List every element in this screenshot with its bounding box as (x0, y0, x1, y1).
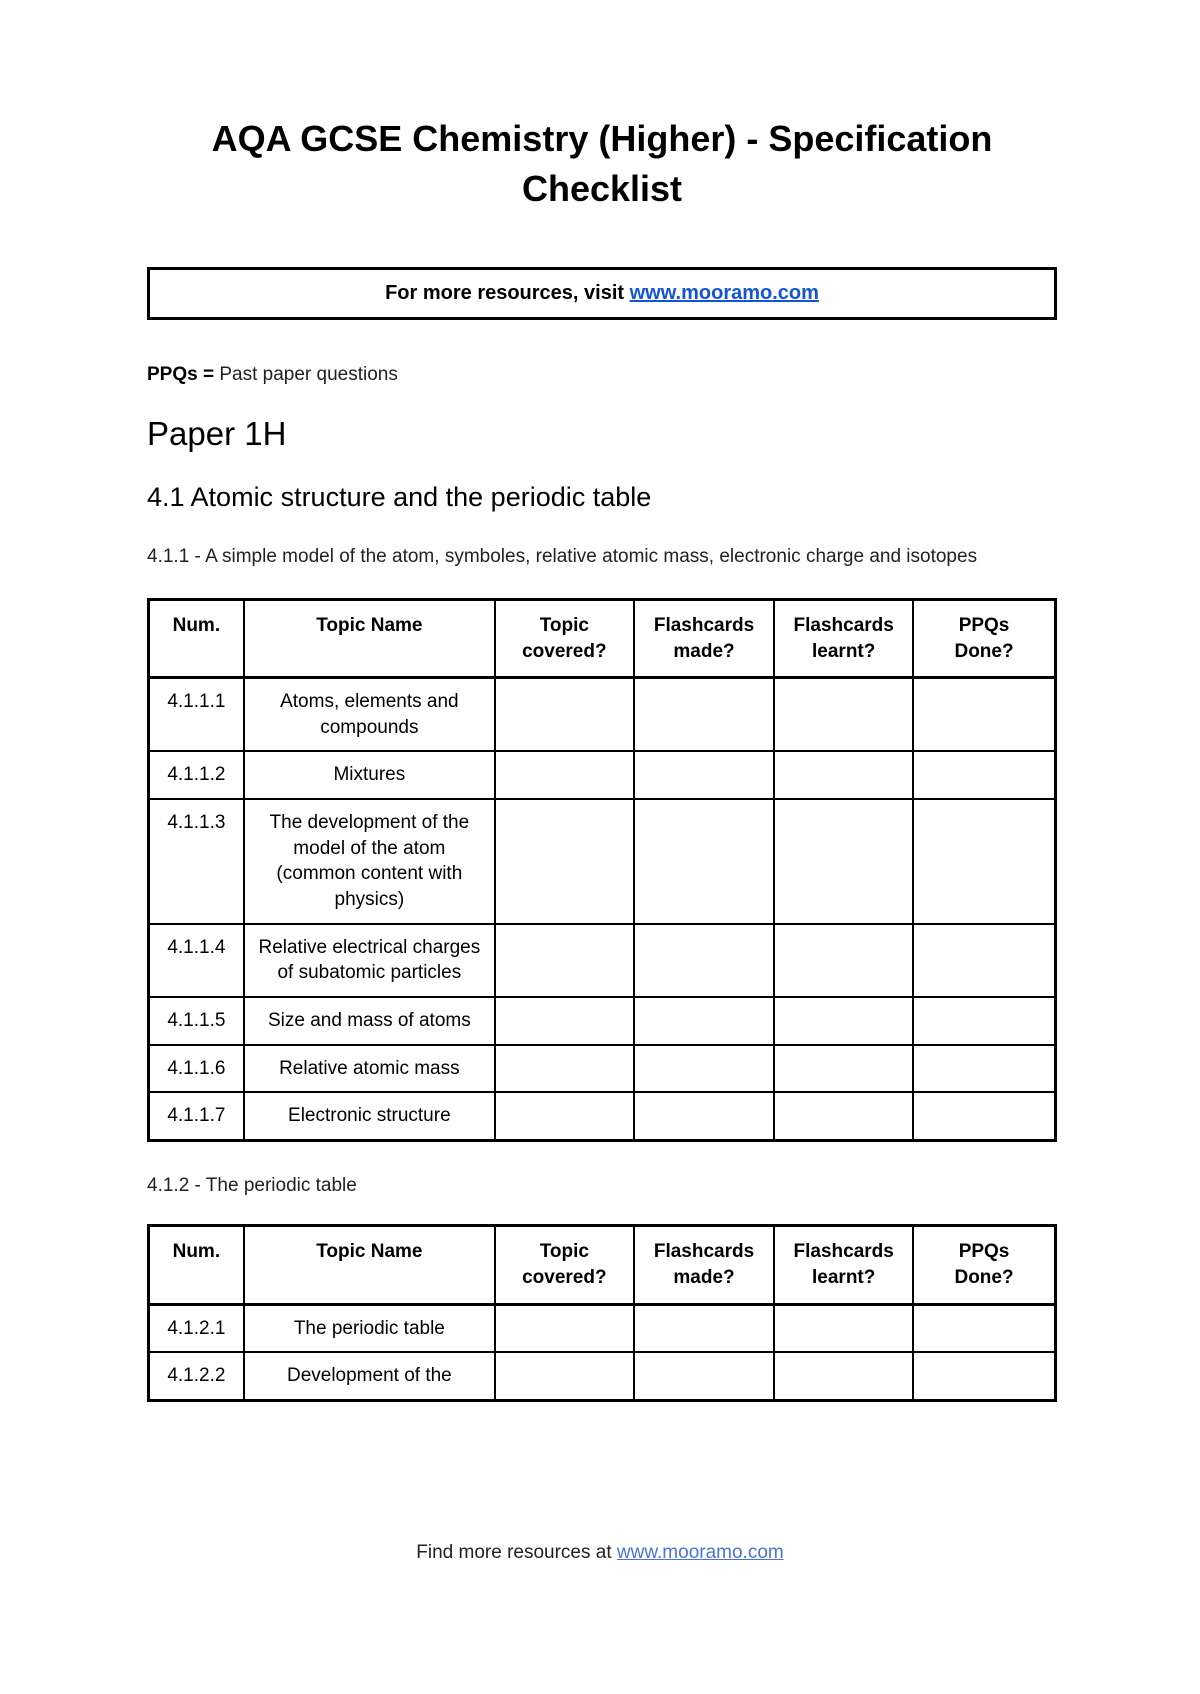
table-row (149, 1304, 1056, 1352)
table-header-cell: Topic Name (244, 1226, 495, 1304)
footer-text: Find more resources at (416, 1542, 617, 1563)
checkbox-cell (913, 1045, 1055, 1093)
checkbox-cell (634, 1352, 775, 1400)
footer (0, 1542, 1200, 1564)
checkbox-cell (774, 1045, 913, 1093)
checkbox-cell (774, 678, 913, 752)
page-title: AQA GCSE Chemistry (Higher) - Specification Checklist (211, 118, 993, 210)
checkbox-cell (913, 1304, 1055, 1352)
checkbox-cell (774, 799, 913, 924)
resources-link[interactable]: www.mooramo.com (629, 281, 819, 304)
topic-cell: Mixtures (244, 751, 495, 799)
checkbox-cell (774, 1092, 913, 1140)
num-cell: 4.1.1.5 (149, 997, 244, 1045)
table-header-cell: Topic covered? (495, 1226, 634, 1304)
num-cell: 4.1.2.1 (149, 1304, 244, 1352)
table-header-cell: PPQs Done? (913, 1226, 1055, 1304)
checkbox-cell (495, 1304, 634, 1352)
table-header-cell: Flashcards made? (634, 1226, 775, 1304)
checkbox-cell (913, 678, 1055, 752)
checkbox-cell (634, 1092, 775, 1140)
checkbox-cell (774, 1352, 913, 1400)
checkbox-cell (774, 997, 913, 1045)
table-row (149, 678, 1056, 752)
checkbox-cell (495, 799, 634, 924)
table-header-cell: PPQs Done? (913, 599, 1055, 677)
num-cell: 4.1.1.2 (149, 751, 244, 799)
topic-cell: Relative atomic mass (244, 1045, 495, 1093)
num-cell: 4.1.1.3 (149, 799, 244, 924)
topic-cell: Electronic structure (244, 1092, 495, 1140)
checkbox-cell (913, 799, 1055, 924)
table-header-cell: Topic covered? (495, 599, 634, 677)
checkbox-cell (634, 997, 775, 1045)
num-cell: 4.1.2.2 (149, 1352, 244, 1400)
table-header-row (149, 1226, 1056, 1304)
checkbox-cell (913, 1352, 1055, 1400)
table-header-cell: Num. (149, 1226, 244, 1304)
ppqs-definition (147, 364, 1057, 386)
checkbox-cell (495, 924, 634, 997)
document-content (147, 0, 1057, 1402)
checkbox-cell (634, 1045, 775, 1093)
checkbox-cell (634, 924, 775, 997)
checkbox-cell (495, 1092, 634, 1140)
num-cell: 4.1.1.4 (149, 924, 244, 997)
table-header-cell: Flashcards learnt? (774, 1226, 913, 1304)
subsection-label: 4.1.2 - The periodic table (147, 1174, 357, 1196)
checkbox-cell (634, 799, 775, 924)
topic-cell: Size and mass of atoms (244, 997, 495, 1045)
spec-table-4-1-2 (147, 1224, 1057, 1402)
footer-link[interactable]: www.mooramo.com (616, 1542, 784, 1563)
topic-cell: Atoms, elements and compounds (244, 678, 495, 752)
table-header-cell: Flashcards made? (634, 599, 775, 677)
topic-cell: Development of the (244, 1352, 495, 1400)
checkbox-cell (774, 1304, 913, 1352)
table-row (149, 1092, 1056, 1140)
checkbox-cell (495, 997, 634, 1045)
table-header-cell: Num. (149, 599, 244, 677)
table-header-cell: Flashcards learnt? (774, 599, 913, 677)
num-cell: 4.1.1.6 (149, 1045, 244, 1093)
table-header-cell: Topic Name (244, 599, 495, 677)
table-row (149, 751, 1056, 799)
checkbox-cell (495, 678, 634, 752)
checkbox-cell (774, 751, 913, 799)
resources-box (147, 267, 1057, 320)
num-cell: 4.1.1.7 (149, 1092, 244, 1140)
ppqs-meaning: Past paper questions (219, 363, 398, 385)
checkbox-cell (913, 751, 1055, 799)
checkbox-cell (913, 997, 1055, 1045)
checkbox-cell (913, 1092, 1055, 1140)
subsection-label: 4.1.1 - A simple model of the atom, symboles, relative atomic mass, electronic charge and isotopes (147, 546, 978, 568)
spec-table-4-1-1 (147, 598, 1057, 1142)
num-cell: 4.1.1.1 (149, 678, 244, 752)
ppqs-term: PPQs = (147, 363, 220, 385)
resources-box-text: For more resources, visit (385, 281, 630, 304)
checkbox-cell (634, 751, 775, 799)
topic-cell: The development of the model of the atom (common content with physics) (244, 799, 495, 924)
table-row (149, 924, 1056, 997)
checkbox-cell (495, 1045, 634, 1093)
topic-cell: The periodic table (244, 1304, 495, 1352)
checkbox-cell (495, 1352, 634, 1400)
table-row (149, 1352, 1056, 1400)
paper-heading: Paper 1H (147, 414, 287, 452)
checkbox-cell (495, 751, 634, 799)
checkbox-cell (774, 924, 913, 997)
checkbox-cell (634, 678, 775, 752)
table-row (149, 1045, 1056, 1093)
checkbox-cell (913, 924, 1055, 997)
table-header-row (149, 599, 1056, 677)
section-heading: 4.1 Atomic structure and the periodic table (147, 482, 652, 513)
checkbox-cell (634, 1304, 775, 1352)
topic-cell: Relative electrical charges of subatomic particles (244, 924, 495, 997)
table-row (149, 997, 1056, 1045)
table-row (149, 799, 1056, 924)
